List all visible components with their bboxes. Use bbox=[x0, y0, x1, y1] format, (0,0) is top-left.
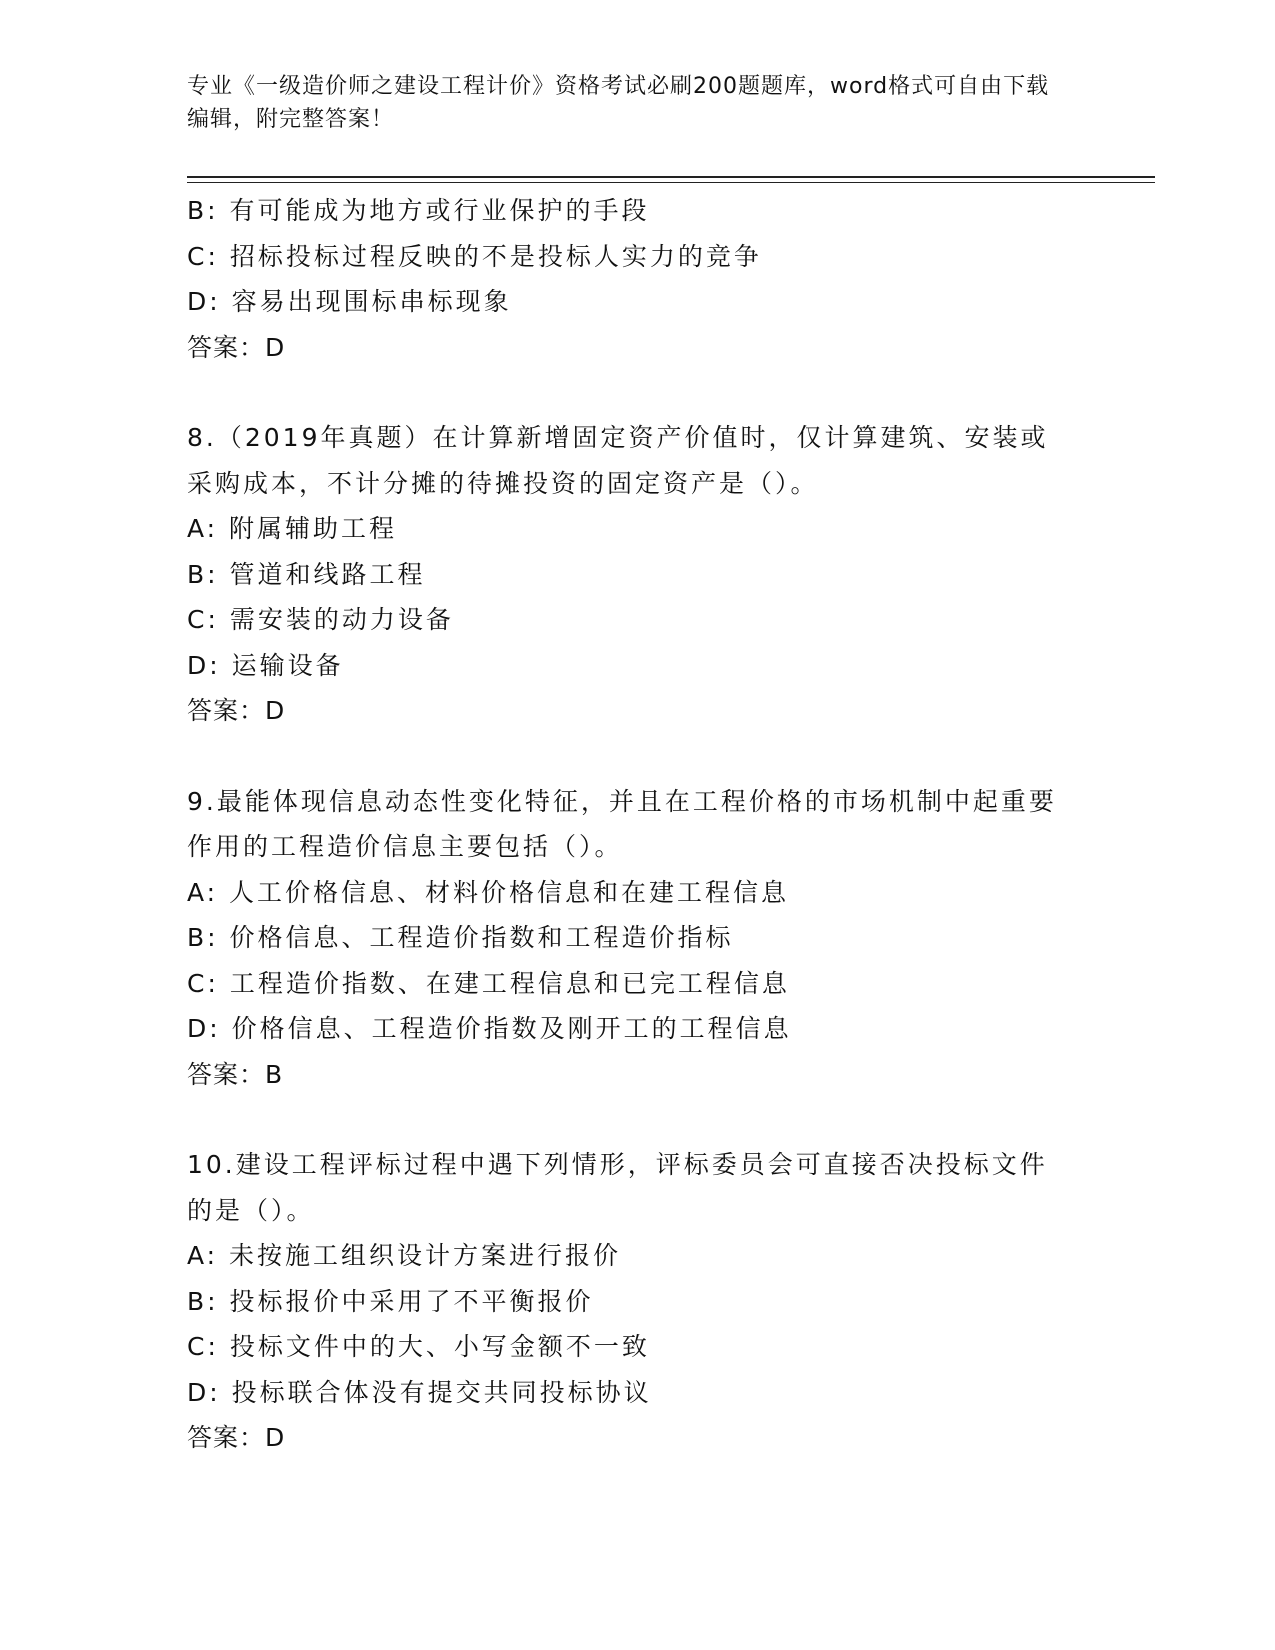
document-header: 专业《一级造价师之建设工程计价》资格考试必刷200题题库，word格式可自由下载编辑，附完整答案！ bbox=[187, 74, 1050, 132]
option-c: C: 工程造价指数、在建工程信息和已完工程信息 bbox=[187, 968, 790, 998]
option-b: B: 管道和线路工程 bbox=[187, 559, 426, 589]
spacer bbox=[187, 734, 1147, 779]
option-a: A: 人工价格信息、材料价格信息和在建工程信息 bbox=[187, 877, 790, 907]
option-d: D: 容易出现围标串标现象 bbox=[187, 287, 512, 316]
option-b: B: 投标报价中采用了不平衡报价 bbox=[187, 1286, 594, 1316]
question-10 bbox=[187, 1142, 1147, 1461]
answer-line: 答案：D bbox=[187, 332, 286, 362]
spacer bbox=[187, 1097, 1147, 1142]
option-d: D: 投标联合体没有提交共同投标协议 bbox=[187, 1377, 652, 1407]
option-c: C: 需安装的动力设备 bbox=[187, 605, 454, 634]
spacer bbox=[187, 370, 1147, 415]
option-c: C: 投标文件中的大、小写金额不一致 bbox=[187, 1332, 650, 1361]
answer-line: 答案：D bbox=[187, 1423, 286, 1452]
document-page bbox=[187, 0, 1147, 1650]
option-b: B: 有可能成为地方或行业保护的手段 bbox=[187, 196, 650, 225]
question-stem: 9.最能体现信息动态性变化特征，并且在工程价格的市场机制中起重要作用的工程造价信息主要包括（）。 bbox=[187, 786, 1057, 861]
question-9 bbox=[187, 779, 1147, 1098]
question-stem: 8.（2019年真题）在计算新增固定资产价值时，仅计算建筑、安装或采购成本，不计分摊的待摊投资的固定资产是（）。 bbox=[187, 423, 1049, 498]
answer-line: 答案：D bbox=[187, 696, 286, 725]
header-divider-thick bbox=[187, 176, 1155, 178]
question-fragment bbox=[187, 188, 1147, 370]
option-d: D: 运输设备 bbox=[187, 650, 344, 680]
option-b: B: 价格信息、工程造价指数和工程造价指标 bbox=[187, 923, 734, 952]
option-d: D: 价格信息、工程造价指数及刚开工的工程信息 bbox=[187, 1014, 792, 1043]
question-stem: 10.建设工程评标过程中遇下列情形，评标委员会可直接否决投标文件的是（）。 bbox=[187, 1150, 1048, 1225]
header-divider-thin bbox=[187, 182, 1155, 183]
option-a: A: 未按施工组织设计方案进行报价 bbox=[187, 1241, 622, 1270]
answer-line: 答案：B bbox=[187, 1059, 284, 1089]
option-c: C: 招标投标过程反映的不是投标人实力的竞争 bbox=[187, 241, 762, 271]
question-list bbox=[187, 188, 1147, 1461]
option-a: A: 附属辅助工程 bbox=[187, 514, 398, 543]
question-8 bbox=[187, 415, 1147, 734]
